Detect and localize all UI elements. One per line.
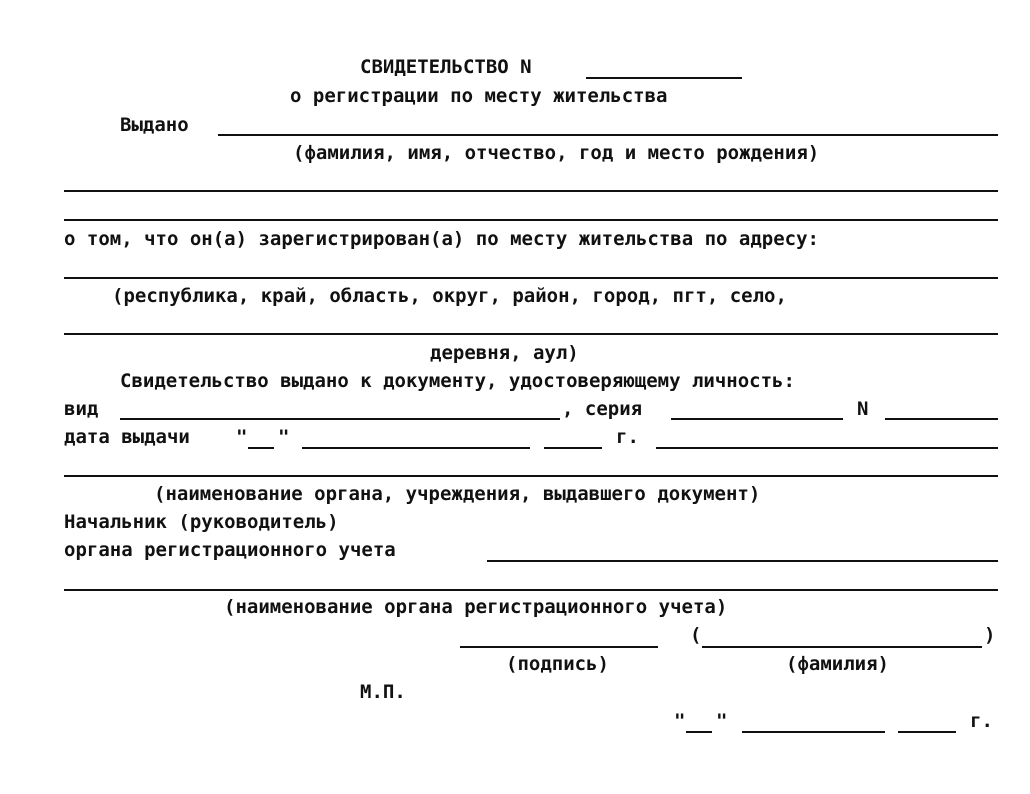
stamp-label: М.П. <box>360 681 406 703</box>
number-field[interactable] <box>885 418 998 420</box>
signature-hint: (подпись) <box>506 653 609 675</box>
issued-to-label: Выдано <box>120 114 189 136</box>
id-document-text: Свидетельство выдано к документу, удостоверяющему личность: <box>120 370 795 392</box>
date-year-field[interactable] <box>898 731 956 733</box>
date-quote-open: " <box>674 710 686 732</box>
series-field[interactable] <box>671 418 843 420</box>
date-year-label: г. <box>970 710 993 732</box>
certificate-number-field[interactable] <box>586 77 742 79</box>
registration-body-field-line-2[interactable] <box>64 589 998 591</box>
issuer-hint: (наименование органа, учреждения, выдавшего документ) <box>154 483 761 505</box>
kind-label: вид <box>64 398 99 420</box>
date-quote-close: " <box>716 710 728 732</box>
surname-hint: (фамилия) <box>786 653 889 675</box>
issue-year-field[interactable] <box>544 447 602 449</box>
date-day-field[interactable] <box>686 731 712 733</box>
kind-field[interactable] <box>120 418 560 420</box>
head-label-2: органа регистрационного учета <box>64 539 396 561</box>
registered-text: о том, что он(а) зарегистрирован(а) по месту жительства по адресу: <box>64 228 819 250</box>
date-month-field[interactable] <box>742 731 885 733</box>
issuer-field-line-2[interactable] <box>64 475 998 477</box>
issue-month-field[interactable] <box>302 447 530 449</box>
head-label-1: Начальник (руководитель) <box>64 511 339 533</box>
surname-paren-open: ( <box>690 624 702 646</box>
surname-field[interactable] <box>702 646 982 648</box>
issued-to-field-line-2[interactable] <box>64 190 998 192</box>
surname-paren-close: ) <box>984 624 996 646</box>
issuer-field-line-1[interactable] <box>656 447 998 449</box>
issued-to-hint: (фамилия, имя, отчество, год и место рождения) <box>293 142 820 164</box>
issue-day-field[interactable] <box>248 447 274 449</box>
issue-date-quote-open: " <box>236 426 248 448</box>
issued-to-field-line-3[interactable] <box>64 219 998 221</box>
certificate-subtitle: о регистрации по месту жительства <box>290 85 668 107</box>
registration-body-hint: (наименование органа регистрационного учета) <box>224 596 728 618</box>
signature-field[interactable] <box>460 646 658 648</box>
address-field-line-1[interactable] <box>64 277 998 279</box>
issue-date-quote-close: " <box>278 426 290 448</box>
address-field-line-2[interactable] <box>64 333 998 335</box>
address-hint-1: (республика, край, область, округ, район, город, пгт, село, <box>112 285 787 307</box>
series-label: , серия <box>562 398 643 420</box>
address-hint-2: деревня, аул) <box>430 342 579 364</box>
certificate-title: СВИДЕТЕЛЬСТВО N <box>360 56 532 78</box>
issued-to-field[interactable] <box>218 134 998 136</box>
issue-date-label: дата выдачи <box>64 426 190 448</box>
issue-year-label: г. <box>616 426 639 448</box>
number-label: N <box>857 398 869 420</box>
registration-body-field-line-1[interactable] <box>487 560 998 562</box>
